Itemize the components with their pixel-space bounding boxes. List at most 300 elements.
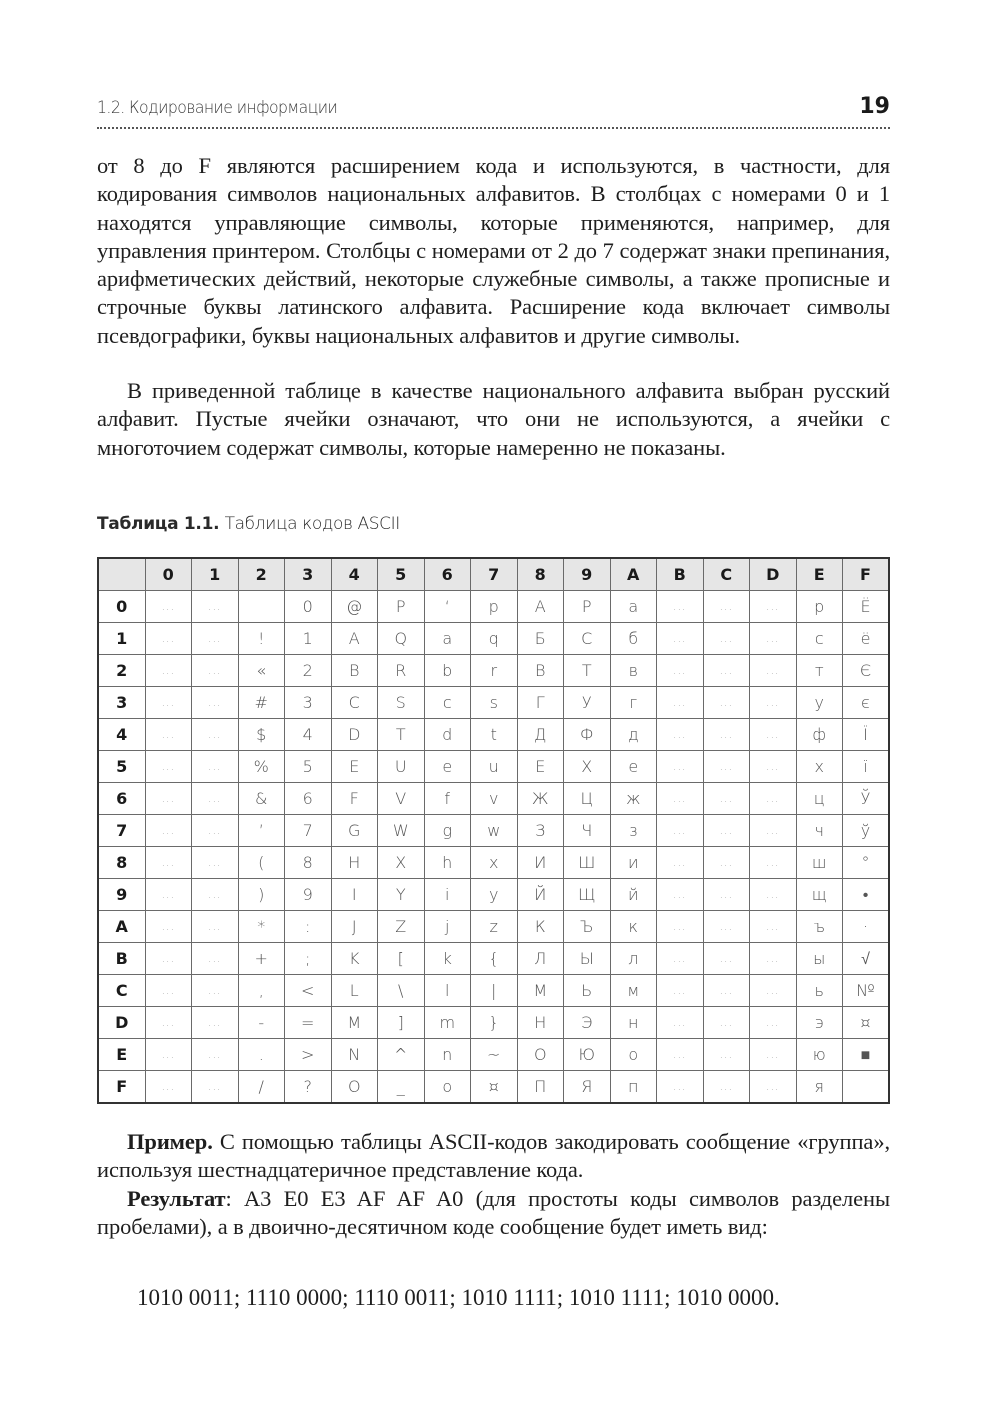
table-cell: ~ — [471, 1039, 518, 1071]
table-cell: ... — [145, 1071, 192, 1104]
table-cell: 5 — [285, 751, 332, 783]
table-cell: ... — [703, 751, 750, 783]
table-cell: е — [610, 751, 657, 783]
column-header: 8 — [517, 558, 564, 591]
table-cell: ’ — [238, 815, 285, 847]
table-row — [98, 943, 889, 975]
table-cell: ё — [843, 623, 890, 655]
table-cell: З — [517, 815, 564, 847]
table-cell: A — [331, 623, 378, 655]
table-cell: ... — [657, 655, 704, 687]
table-cell: 4 — [285, 719, 332, 751]
table-row — [98, 623, 889, 655]
table-cell: ... — [703, 1039, 750, 1071]
table-cell: ю — [796, 1039, 843, 1071]
table-cell: S — [378, 687, 425, 719]
table-row — [98, 687, 889, 719]
table-cell: п — [610, 1071, 657, 1104]
table-cell: р — [796, 591, 843, 623]
table-cell: < — [285, 975, 332, 1007]
table-cell: ... — [750, 911, 797, 943]
table-cell: ( — [238, 847, 285, 879]
column-header: 4 — [331, 558, 378, 591]
table-cell: U — [378, 751, 425, 783]
table-cell: Ы — [564, 943, 611, 975]
row-header: F — [98, 1071, 145, 1104]
table-cell: ... — [145, 1007, 192, 1039]
table-cell: ... — [657, 687, 704, 719]
row-header: 3 — [98, 687, 145, 719]
table-cell: Ї — [843, 719, 890, 751]
column-header: 3 — [285, 558, 332, 591]
table-cell: ш — [796, 847, 843, 879]
table-cell: , — [238, 975, 285, 1007]
table-cell: ... — [703, 815, 750, 847]
table-row — [98, 847, 889, 879]
table-cell: ... — [192, 815, 239, 847]
table-cell: Y — [378, 879, 425, 911]
table-cell: Х — [564, 751, 611, 783]
table-cell: Ь — [564, 975, 611, 1007]
table-cell: ... — [657, 879, 704, 911]
table-cell: ... — [750, 719, 797, 751]
table-cell: L — [331, 975, 378, 1007]
table-cell: √ — [843, 943, 890, 975]
table-cell: г — [610, 687, 657, 719]
table-cell: ... — [703, 911, 750, 943]
paragraph-1 — [97, 152, 890, 350]
table-cell: ¤ — [471, 1071, 518, 1104]
table-cell: ... — [145, 623, 192, 655]
table-header — [98, 558, 889, 591]
table-cell: з — [610, 815, 657, 847]
table-cell: D — [331, 719, 378, 751]
table-cell: d — [424, 719, 471, 751]
table-cell: ... — [145, 943, 192, 975]
table-cell: ... — [192, 591, 239, 623]
table-cell: ... — [145, 655, 192, 687]
table-cell: а — [610, 591, 657, 623]
column-header: B — [657, 558, 704, 591]
table-cell: J — [331, 911, 378, 943]
row-header: 2 — [98, 655, 145, 687]
table-cell: ... — [750, 751, 797, 783]
table-cell: ... — [145, 815, 192, 847]
table-cell: ... — [657, 911, 704, 943]
table-cell — [843, 1071, 890, 1104]
table-cell: К — [517, 911, 564, 943]
table-row — [98, 879, 889, 911]
table-cell: ■ — [843, 1039, 890, 1071]
table-cell: ... — [145, 847, 192, 879]
table-cell: У — [564, 687, 611, 719]
table-cell: ... — [703, 591, 750, 623]
table-cell: p — [471, 591, 518, 623]
table-cell: K — [331, 943, 378, 975]
table-cell: 3 — [285, 687, 332, 719]
table-cell: ... — [657, 1071, 704, 1104]
table-corner-cell — [98, 558, 145, 591]
table-cell: Р — [564, 591, 611, 623]
table-row — [98, 751, 889, 783]
table-cell: : — [285, 911, 332, 943]
table-cell: y — [471, 879, 518, 911]
table-cell: ... — [657, 623, 704, 655]
table-cell: н — [610, 1007, 657, 1039]
result-text: : A3 E0 E3 AF AF A0 (для простоты коды символов разделены пробелами), а в двоично-десятичном коде сообщение будет иметь вид: — [97, 1185, 890, 1239]
table-cell: и — [610, 847, 657, 879]
table-cell: | — [471, 975, 518, 1007]
table-cell: ° — [843, 847, 890, 879]
table-cell: Э — [564, 1007, 611, 1039]
table-cell: * — [238, 911, 285, 943]
table-cell: ... — [192, 687, 239, 719]
table-cell: В — [517, 655, 564, 687]
table-cell — [238, 591, 285, 623]
table-cell: х — [796, 751, 843, 783]
table-cell: Я — [564, 1071, 611, 1104]
table-row — [98, 591, 889, 623]
table-cell: ... — [750, 815, 797, 847]
row-header: E — [98, 1039, 145, 1071]
table-cell: Ж — [517, 783, 564, 815]
example-label: Пример. — [127, 1129, 213, 1154]
running-header — [97, 94, 890, 124]
table-cell: ... — [750, 943, 797, 975]
table-cell: д — [610, 719, 657, 751]
paragraph-text: от 8 до F являются расширением кода и используются, в частности, для кодирования символов национальных алфавитов. В столбцах с номерами 0 и 1 находятся управляющие символы, которые применяются, например, для управления принтером. Столбцы с номерами от 2 до 7 содержат знаки препинания, арифметических действий, некоторые служебные символы, а также прописные и строчные буквы латинского алфавита. Расширение кода включает символы псевдографики, буквы национальных алфавитов и другие символы. — [97, 153, 890, 348]
table-cell: О — [517, 1039, 564, 1071]
row-header: 7 — [98, 815, 145, 847]
table-cell: ь — [796, 975, 843, 1007]
column-header: F — [843, 558, 890, 591]
table-cell: - — [238, 1007, 285, 1039]
table-cell: q — [471, 623, 518, 655]
binary-code-line: 1010 0011; 1110 0000; 1110 0011; 1010 1111; 1010 1111; 1010 0000. — [137, 1285, 780, 1310]
table-cell: $ — [238, 719, 285, 751]
table-cell: ... — [192, 911, 239, 943]
table-cell: ... — [750, 623, 797, 655]
table-cell: Ъ — [564, 911, 611, 943]
table-cell: ... — [192, 1071, 239, 1104]
table-cell: є — [843, 687, 890, 719]
table-cell: ... — [192, 719, 239, 751]
table-cell: Б — [517, 623, 564, 655]
table-cell: Q — [378, 623, 425, 655]
table-cell: { — [471, 943, 518, 975]
row-header: A — [98, 911, 145, 943]
table-cell: ... — [750, 1039, 797, 1071]
table-cell: R — [378, 655, 425, 687]
table-cell: ы — [796, 943, 843, 975]
column-header: E — [796, 558, 843, 591]
column-header: 0 — [145, 558, 192, 591]
table-cell: z — [471, 911, 518, 943]
row-header: B — [98, 943, 145, 975]
table-cell: ... — [192, 975, 239, 1007]
table-caption-title: Таблица кодов ASCII — [224, 514, 400, 534]
ascii-code-table — [97, 557, 890, 1104]
table-cell: · — [843, 911, 890, 943]
table-cell: g — [424, 815, 471, 847]
table-cell: \ — [378, 975, 425, 1007]
table-cell: Д — [517, 719, 564, 751]
row-header: 8 — [98, 847, 145, 879]
table-cell: ... — [703, 1071, 750, 1104]
column-header: 2 — [238, 558, 285, 591]
page-number: 19 — [859, 94, 890, 119]
example-paragraph — [97, 1128, 890, 1185]
table-cell: « — [238, 655, 285, 687]
paragraph-2 — [97, 377, 890, 462]
table-cell: H — [331, 847, 378, 879]
table-row — [98, 911, 889, 943]
table-cell: ... — [192, 943, 239, 975]
table-cell: v — [471, 783, 518, 815]
table-cell: e — [424, 751, 471, 783]
table-cell: ¤ — [843, 1007, 890, 1039]
table-cell: c — [424, 687, 471, 719]
table-cell: l — [424, 975, 471, 1007]
table-cell: ў — [843, 815, 890, 847]
table-cell: Ц — [564, 783, 611, 815]
table-cell: } — [471, 1007, 518, 1039]
table-cell: ... — [145, 591, 192, 623]
table-cell: с — [796, 623, 843, 655]
table-caption-label: Таблица 1.1. — [97, 514, 220, 534]
table-cell: в — [610, 655, 657, 687]
column-header: A — [610, 558, 657, 591]
table-cell: Г — [517, 687, 564, 719]
table-cell: ... — [750, 591, 797, 623]
table-row — [98, 719, 889, 751]
table-cell: ... — [750, 783, 797, 815]
table-cell: ... — [145, 783, 192, 815]
row-header: 0 — [98, 591, 145, 623]
table-cell: Ш — [564, 847, 611, 879]
table-cell: № — [843, 975, 890, 1007]
example-text: С помощью таблицы ASCII-кодов закодировать сообщение «группа», используя шестнадцатеричное представление кода. — [97, 1129, 890, 1183]
table-cell: @ — [331, 591, 378, 623]
table-header-row — [98, 558, 889, 591]
table-cell: V — [378, 783, 425, 815]
table-cell: ч — [796, 815, 843, 847]
table-cell: j — [424, 911, 471, 943]
table-cell: ... — [192, 783, 239, 815]
result-label: Результат — [127, 1185, 226, 1211]
table-cell: П — [517, 1071, 564, 1104]
table-cell: ... — [192, 847, 239, 879]
table-cell: ... — [750, 1007, 797, 1039]
row-header: 4 — [98, 719, 145, 751]
table-cell: Ф — [564, 719, 611, 751]
table-cell: ... — [192, 751, 239, 783]
table-cell: W — [378, 815, 425, 847]
table-cell: ї — [843, 751, 890, 783]
section-title: 1.2. Кодирование информации — [97, 98, 338, 118]
table-cell: ... — [192, 623, 239, 655]
table-cell: Щ — [564, 879, 611, 911]
table-cell: ... — [145, 751, 192, 783]
table-cell: я — [796, 1071, 843, 1104]
table-cell: 2 — [285, 655, 332, 687]
table-row — [98, 655, 889, 687]
table-cell: N — [331, 1039, 378, 1071]
table-cell: ф — [796, 719, 843, 751]
table-cell: у — [796, 687, 843, 719]
table-cell: Т — [564, 655, 611, 687]
table-cell: i — [424, 879, 471, 911]
table-row — [98, 1071, 889, 1104]
table-cell: ... — [657, 975, 704, 1007]
row-header: C — [98, 975, 145, 1007]
column-header: 9 — [564, 558, 611, 591]
table-cell: ... — [657, 815, 704, 847]
table-cell: ... — [750, 687, 797, 719]
paragraph-text: В приведенной таблице в качестве национального алфавита выбран русский алфавит. Пустые ячейки означают, что они не используются, а ячейки с многоточием содержат символы, которые намеренно не показаны. — [97, 378, 890, 460]
table-cell: m — [424, 1007, 471, 1039]
table-row — [98, 783, 889, 815]
table-cell: ... — [192, 879, 239, 911]
column-header: 5 — [378, 558, 425, 591]
column-header: 7 — [471, 558, 518, 591]
table-cell: u — [471, 751, 518, 783]
column-header: D — [750, 558, 797, 591]
table-cell: ... — [750, 655, 797, 687]
table-cell: ... — [145, 1039, 192, 1071]
column-header: 1 — [192, 558, 239, 591]
table-cell: ... — [192, 1039, 239, 1071]
table-cell: ж — [610, 783, 657, 815]
column-header: C — [703, 558, 750, 591]
table-cell: # — [238, 687, 285, 719]
table-cell: М — [517, 975, 564, 1007]
table-cell: 0 — [285, 591, 332, 623]
row-header: 5 — [98, 751, 145, 783]
table-cell: C — [331, 687, 378, 719]
example-block — [97, 1128, 890, 1241]
table-cell: > — [285, 1039, 332, 1071]
table-cell: n — [424, 1039, 471, 1071]
table-cell: ... — [657, 719, 704, 751]
table-cell: о — [610, 1039, 657, 1071]
table-row — [98, 975, 889, 1007]
table-cell: • — [843, 879, 890, 911]
table-body — [98, 591, 889, 1104]
table-cell: X — [378, 847, 425, 879]
table-cell: ? — [285, 1071, 332, 1104]
table-cell: ... — [703, 975, 750, 1007]
table-cell: б — [610, 623, 657, 655]
table-cell: ... — [750, 879, 797, 911]
table-cell: 9 — [285, 879, 332, 911]
table-cell: G — [331, 815, 378, 847]
table-row — [98, 1039, 889, 1071]
table-cell: ] — [378, 1007, 425, 1039]
table-cell: w — [471, 815, 518, 847]
table-cell: ... — [750, 1071, 797, 1104]
table-cell: 8 — [285, 847, 332, 879]
result-paragraph — [97, 1185, 890, 1242]
table-cell: Е — [517, 751, 564, 783]
table-cell: щ — [796, 879, 843, 911]
table-cell: т — [796, 655, 843, 687]
table-cell: _ — [378, 1071, 425, 1104]
table-cell: a — [424, 623, 471, 655]
row-header: 9 — [98, 879, 145, 911]
table-cell: Ў — [843, 783, 890, 815]
table-cell: f — [424, 783, 471, 815]
table-cell: ц — [796, 783, 843, 815]
table-cell: Й — [517, 879, 564, 911]
table-cell: & — [238, 783, 285, 815]
table-cell: ... — [657, 943, 704, 975]
table-cell: ... — [703, 687, 750, 719]
table-cell: T — [378, 719, 425, 751]
table-cell: b — [424, 655, 471, 687]
table-cell: м — [610, 975, 657, 1007]
table-cell: к — [610, 911, 657, 943]
table-cell: ) — [238, 879, 285, 911]
table-cell: ... — [145, 975, 192, 1007]
table-cell: И — [517, 847, 564, 879]
table-cell: А — [517, 591, 564, 623]
table-cell: k — [424, 943, 471, 975]
table-cell: Ю — [564, 1039, 611, 1071]
table-cell: ... — [657, 1039, 704, 1071]
table-cell: ... — [703, 719, 750, 751]
table-cell: r — [471, 655, 518, 687]
table-cell: Є — [843, 655, 890, 687]
table-cell: 6 — [285, 783, 332, 815]
table-cell: л — [610, 943, 657, 975]
table-cell: ... — [145, 879, 192, 911]
row-header: 6 — [98, 783, 145, 815]
table-cell: ... — [703, 783, 750, 815]
table-cell: F — [331, 783, 378, 815]
table-cell: O — [331, 1071, 378, 1104]
row-header: 1 — [98, 623, 145, 655]
table-cell: [ — [378, 943, 425, 975]
table-cell: Ч — [564, 815, 611, 847]
table-cell: s — [471, 687, 518, 719]
table-cell: o — [424, 1071, 471, 1104]
table-cell: ... — [703, 879, 750, 911]
table-cell: Н — [517, 1007, 564, 1039]
table-cell: Z — [378, 911, 425, 943]
table-cell: I — [331, 879, 378, 911]
table-cell: E — [331, 751, 378, 783]
table-cell: M — [331, 1007, 378, 1039]
table-cell: ... — [657, 847, 704, 879]
column-header: 6 — [424, 558, 471, 591]
table-cell: ... — [703, 655, 750, 687]
table-cell: / — [238, 1071, 285, 1104]
table-row — [98, 1007, 889, 1039]
table-cell: % — [238, 751, 285, 783]
table-cell: ‘ — [424, 591, 471, 623]
table-cell: ... — [657, 1007, 704, 1039]
row-header: D — [98, 1007, 145, 1039]
table-cell: ... — [750, 847, 797, 879]
table-cell: ... — [750, 975, 797, 1007]
table-cell: Ё — [843, 591, 890, 623]
table-cell: + — [238, 943, 285, 975]
table-cell: P — [378, 591, 425, 623]
table-caption — [97, 514, 400, 534]
table-cell: ... — [192, 655, 239, 687]
table-cell: ... — [192, 1007, 239, 1039]
